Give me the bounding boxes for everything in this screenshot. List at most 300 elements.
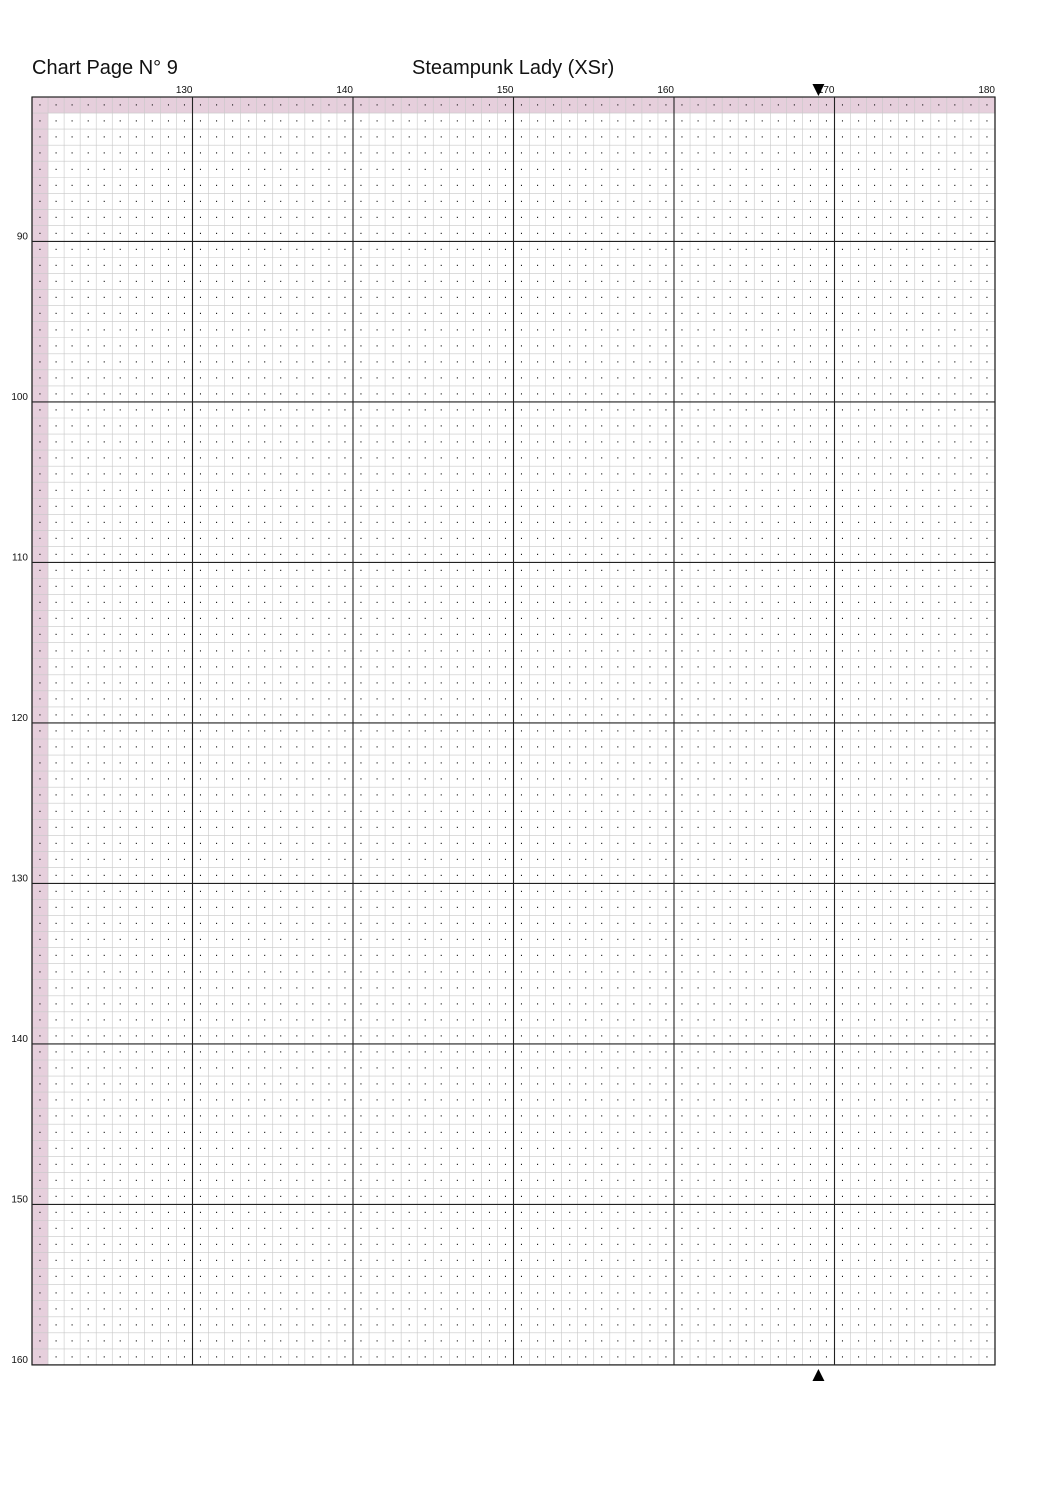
- stitch-symbol: ·: [921, 341, 924, 352]
- stitch-symbol: ·: [456, 887, 459, 898]
- stitch-symbol: ·: [424, 999, 427, 1010]
- stitch-symbol: ·: [295, 422, 298, 433]
- stitch-symbol: ·: [135, 309, 138, 320]
- stitch-symbol: ·: [359, 903, 362, 914]
- stitch-symbol: ·: [263, 197, 266, 208]
- stitch-symbol: ·: [87, 935, 90, 946]
- stitch-symbol: ·: [664, 566, 667, 577]
- stitch-symbol: ·: [135, 101, 138, 112]
- stitch-symbol: ·: [199, 710, 202, 721]
- stitch-symbol: ·: [488, 935, 491, 946]
- stitch-symbol: ·: [167, 486, 170, 497]
- stitch-symbol: ·: [985, 823, 988, 834]
- stitch-symbol: ·: [247, 1304, 250, 1315]
- stitch-symbol: ·: [375, 245, 378, 256]
- stitch-symbol: ·: [263, 1031, 266, 1042]
- stitch-symbol: ·: [375, 1048, 378, 1059]
- stitch-symbol: ·: [408, 550, 411, 561]
- stitch-symbol: ·: [231, 1240, 234, 1251]
- stitch-symbol: ·: [183, 245, 186, 256]
- stitch-symbol: ·: [552, 1256, 555, 1267]
- stitch-symbol: ·: [985, 1192, 988, 1203]
- stitch-symbol: ·: [616, 1272, 619, 1283]
- stitch-symbol: ·: [408, 1160, 411, 1171]
- stitch-symbol: ·: [841, 598, 844, 609]
- stitch-symbol: ·: [616, 598, 619, 609]
- stitch-symbol: ·: [777, 181, 780, 192]
- stitch-symbol: ·: [247, 598, 250, 609]
- stitch-symbol: ·: [87, 1320, 90, 1331]
- stitch-symbol: ·: [616, 341, 619, 352]
- stitch-symbol: ·: [584, 1048, 587, 1059]
- stitch-symbol: ·: [969, 373, 972, 384]
- stitch-symbol: ·: [985, 1288, 988, 1299]
- stitch-symbol: ·: [536, 823, 539, 834]
- stitch-symbol: ·: [199, 1256, 202, 1267]
- stitch-symbol: ·: [536, 406, 539, 417]
- stitch-symbol: ·: [969, 646, 972, 657]
- stitch-symbol: ·: [119, 165, 122, 176]
- stitch-symbol: ·: [472, 999, 475, 1010]
- stitch-symbol: ·: [985, 309, 988, 320]
- stitch-symbol: ·: [295, 406, 298, 417]
- stitch-symbol: ·: [151, 743, 154, 754]
- stitch-symbol: ·: [54, 470, 57, 481]
- stitch-symbol: ·: [889, 438, 892, 449]
- stitch-symbol: ·: [167, 197, 170, 208]
- stitch-symbol: ·: [456, 309, 459, 320]
- stitch-symbol: ·: [392, 1208, 395, 1219]
- stitch-symbol: ·: [424, 357, 427, 368]
- stitch-symbol: ·: [761, 245, 764, 256]
- stitch-symbol: ·: [215, 951, 218, 962]
- stitch-symbol: ·: [873, 438, 876, 449]
- stitch-symbol: ·: [231, 261, 234, 272]
- stitch-symbol: ·: [135, 1064, 138, 1075]
- stitch-symbol: ·: [985, 935, 988, 946]
- row-label-100: 100: [11, 392, 28, 403]
- stitch-symbol: ·: [263, 775, 266, 786]
- stitch-symbol: ·: [247, 1352, 250, 1363]
- stitch-symbol: ·: [632, 839, 635, 850]
- stitch-symbol: ·: [777, 438, 780, 449]
- stitch-symbol: ·: [921, 630, 924, 641]
- stitch-symbol: ·: [841, 1192, 844, 1203]
- stitch-symbol: ·: [392, 1336, 395, 1347]
- stitch-symbol: ·: [440, 486, 443, 497]
- stitch-symbol: ·: [889, 630, 892, 641]
- stitch-symbol: ·: [375, 1320, 378, 1331]
- stitch-symbol: ·: [279, 550, 282, 561]
- stitch-symbol: ·: [568, 1240, 571, 1251]
- stitch-symbol: ·: [825, 213, 828, 224]
- stitch-symbol: ·: [969, 823, 972, 834]
- stitch-symbol: ·: [359, 438, 362, 449]
- stitch-symbol: ·: [745, 1128, 748, 1139]
- stitch-symbol: ·: [392, 662, 395, 673]
- stitch-symbol: ·: [745, 357, 748, 368]
- stitch-symbol: ·: [424, 1304, 427, 1315]
- stitch-symbol: ·: [536, 807, 539, 818]
- stitch-symbol: ·: [392, 1015, 395, 1026]
- stitch-symbol: ·: [632, 534, 635, 545]
- stitch-symbol: ·: [199, 438, 202, 449]
- stitch-symbol: ·: [745, 245, 748, 256]
- stitch-symbol: ·: [809, 1176, 812, 1187]
- stitch-symbol: ·: [953, 1031, 956, 1042]
- stitch-symbol: ·: [263, 791, 266, 802]
- stitch-symbol: ·: [600, 309, 603, 320]
- stitch-symbol: ·: [424, 919, 427, 930]
- stitch-symbol: ·: [777, 534, 780, 545]
- stitch-symbol: ·: [696, 454, 699, 465]
- stitch-symbol: ·: [552, 1288, 555, 1299]
- stitch-symbol: ·: [408, 919, 411, 930]
- stitch-symbol: ·: [151, 855, 154, 866]
- stitch-symbol: ·: [921, 823, 924, 834]
- stitch-symbol: ·: [729, 823, 732, 834]
- stitch-symbol: ·: [71, 373, 74, 384]
- stitch-symbol: ·: [87, 983, 90, 994]
- stitch-symbol: ·: [167, 261, 170, 272]
- stitch-symbol: ·: [456, 149, 459, 160]
- stitch-symbol: ·: [199, 566, 202, 577]
- stitch-symbol: ·: [664, 341, 667, 352]
- stitch-symbol: ·: [825, 1144, 828, 1155]
- stitch-symbol: ·: [183, 566, 186, 577]
- stitch-symbol: ·: [809, 534, 812, 545]
- stitch-symbol: ·: [889, 117, 892, 128]
- stitch-symbol: ·: [375, 791, 378, 802]
- stitch-symbol: ·: [199, 197, 202, 208]
- stitch-symbol: ·: [745, 743, 748, 754]
- stitch-symbol: ·: [857, 1176, 860, 1187]
- stitch-symbol: ·: [359, 1112, 362, 1123]
- stitch-symbol: ·: [809, 550, 812, 561]
- stitch-symbol: ·: [472, 1336, 475, 1347]
- stitch-symbol: ·: [696, 598, 699, 609]
- stitch-symbol: ·: [408, 341, 411, 352]
- stitch-symbol: ·: [504, 149, 507, 160]
- stitch-symbol: ·: [231, 1144, 234, 1155]
- stitch-symbol: ·: [119, 598, 122, 609]
- stitch-symbol: ·: [777, 261, 780, 272]
- stitch-symbol: ·: [327, 1015, 330, 1026]
- stitch-symbol: ·: [985, 1208, 988, 1219]
- stitch-symbol: ·: [135, 470, 138, 481]
- stitch-symbol: ·: [713, 309, 716, 320]
- stitch-symbol: ·: [873, 630, 876, 641]
- stitch-symbol: ·: [151, 967, 154, 978]
- stitch-symbol: ·: [969, 325, 972, 336]
- stitch-symbol: ·: [616, 1015, 619, 1026]
- stitch-symbol: ·: [135, 919, 138, 930]
- stitch-symbol: ·: [937, 341, 940, 352]
- stitch-symbol: ·: [729, 406, 732, 417]
- stitch-symbol: ·: [359, 678, 362, 689]
- stitch-symbol: ·: [343, 630, 346, 641]
- stitch-symbol: ·: [119, 1304, 122, 1315]
- stitch-symbol: ·: [87, 389, 90, 400]
- stitch-symbol: ·: [921, 1320, 924, 1331]
- stitch-symbol: ·: [38, 1288, 41, 1299]
- stitch-symbol: ·: [151, 935, 154, 946]
- stitch-symbol: ·: [263, 1112, 266, 1123]
- stitch-symbol: ·: [969, 694, 972, 705]
- stitch-symbol: ·: [183, 743, 186, 754]
- stitch-symbol: ·: [664, 470, 667, 481]
- stitch-symbol: ·: [761, 1096, 764, 1107]
- stitch-symbol: ·: [761, 967, 764, 978]
- stitch-symbol: ·: [488, 293, 491, 304]
- stitch-symbol: ·: [456, 1208, 459, 1219]
- stitch-symbol: ·: [151, 149, 154, 160]
- stitch-symbol: ·: [680, 967, 683, 978]
- stitch-symbol: ·: [392, 229, 395, 240]
- stitch-symbol: ·: [600, 261, 603, 272]
- stitch-symbol: ·: [295, 1112, 298, 1123]
- stitch-symbol: ·: [71, 1128, 74, 1139]
- stitch-symbol: ·: [375, 662, 378, 673]
- stitch-symbol: ·: [873, 1160, 876, 1171]
- stitch-symbol: ·: [38, 1192, 41, 1203]
- stitch-symbol: ·: [680, 101, 683, 112]
- stitch-symbol: ·: [713, 646, 716, 657]
- stitch-symbol: ·: [135, 550, 138, 561]
- stitch-symbol: ·: [729, 967, 732, 978]
- stitch-symbol: ·: [71, 518, 74, 529]
- stitch-symbol: ·: [600, 598, 603, 609]
- stitch-symbol: ·: [295, 759, 298, 770]
- stitch-symbol: ·: [648, 277, 651, 288]
- stitch-symbol: ·: [87, 1144, 90, 1155]
- stitch-symbol: ·: [664, 245, 667, 256]
- stitch-symbol: ·: [905, 373, 908, 384]
- stitch-symbol: ·: [809, 1304, 812, 1315]
- stitch-symbol: ·: [38, 727, 41, 738]
- stitch-symbol: ·: [937, 1240, 940, 1251]
- stitch-symbol: ·: [504, 406, 507, 417]
- stitch-symbol: ·: [311, 1320, 314, 1331]
- stitch-symbol: ·: [199, 614, 202, 625]
- stitch-symbol: ·: [793, 181, 796, 192]
- stitch-symbol: ·: [472, 1352, 475, 1363]
- stitch-symbol: ·: [263, 1176, 266, 1187]
- stitch-symbol: ·: [199, 951, 202, 962]
- stitch-symbol: ·: [488, 951, 491, 962]
- stitch-symbol: ·: [504, 775, 507, 786]
- stitch-symbol: ·: [71, 951, 74, 962]
- stitch-symbol: ·: [424, 566, 427, 577]
- stitch-symbol: ·: [119, 1015, 122, 1026]
- stitch-symbol: ·: [953, 149, 956, 160]
- stitch-symbol: ·: [825, 743, 828, 754]
- stitch-symbol: ·: [151, 534, 154, 545]
- stitch-symbol: ·: [953, 389, 956, 400]
- stitch-symbol: ·: [504, 999, 507, 1010]
- stitch-symbol: ·: [263, 406, 266, 417]
- stitch-symbol: ·: [359, 1160, 362, 1171]
- stitch-symbol: ·: [552, 309, 555, 320]
- stitch-symbol: ·: [536, 1128, 539, 1139]
- stitch-symbol: ·: [87, 1015, 90, 1026]
- stitch-symbol: ·: [729, 1208, 732, 1219]
- stitch-symbol: ·: [424, 887, 427, 898]
- stitch-symbol: ·: [809, 1096, 812, 1107]
- stitch-symbol: ·: [54, 1064, 57, 1075]
- stitch-symbol: ·: [761, 454, 764, 465]
- stitch-symbol: ·: [327, 967, 330, 978]
- stitch-symbol: ·: [937, 117, 940, 128]
- stitch-symbol: ·: [536, 759, 539, 770]
- stitch-symbol: ·: [408, 694, 411, 705]
- stitch-symbol: ·: [937, 743, 940, 754]
- stitch-symbol: ·: [857, 694, 860, 705]
- stitch-symbol: ·: [343, 277, 346, 288]
- stitch-symbol: ·: [375, 1080, 378, 1091]
- stitch-symbol: ·: [809, 999, 812, 1010]
- stitch-symbol: ·: [279, 759, 282, 770]
- stitch-symbol: ·: [520, 1096, 523, 1107]
- stitch-symbol: ·: [648, 743, 651, 754]
- stitch-symbol: ·: [440, 406, 443, 417]
- stitch-symbol: ·: [841, 1080, 844, 1091]
- stitch-symbol: ·: [632, 582, 635, 593]
- stitch-symbol: ·: [761, 149, 764, 160]
- stitch-symbol: ·: [71, 422, 74, 433]
- stitch-symbol: ·: [327, 1096, 330, 1107]
- stitch-symbol: ·: [327, 261, 330, 272]
- stitch-symbol: ·: [584, 1080, 587, 1091]
- stitch-symbol: ·: [263, 678, 266, 689]
- stitch-symbol: ·: [424, 951, 427, 962]
- stitch-symbol: ·: [584, 357, 587, 368]
- stitch-symbol: ·: [54, 791, 57, 802]
- stitch-symbol: ·: [825, 614, 828, 625]
- stitch-symbol: ·: [584, 1320, 587, 1331]
- stitch-symbol: ·: [38, 325, 41, 336]
- stitch-symbol: ·: [696, 1064, 699, 1075]
- stitch-symbol: ·: [841, 1096, 844, 1107]
- stitch-symbol: ·: [103, 277, 106, 288]
- stitch-symbol: ·: [600, 839, 603, 850]
- stitch-symbol: ·: [696, 1192, 699, 1203]
- stitch-symbol: ·: [87, 1192, 90, 1203]
- stitch-symbol: ·: [632, 1304, 635, 1315]
- stitch-symbol: ·: [713, 389, 716, 400]
- stitch-symbol: ·: [552, 261, 555, 272]
- stitch-symbol: ·: [616, 1288, 619, 1299]
- stitch-symbol: ·: [472, 309, 475, 320]
- stitch-symbol: ·: [937, 181, 940, 192]
- stitch-symbol: ·: [568, 743, 571, 754]
- stitch-symbol: ·: [215, 646, 218, 657]
- stitch-symbol: ·: [552, 710, 555, 721]
- stitch-symbol: ·: [279, 1144, 282, 1155]
- stitch-symbol: ·: [696, 1144, 699, 1155]
- stitch-symbol: ·: [905, 1304, 908, 1315]
- stitch-symbol: ·: [632, 1128, 635, 1139]
- stitch-symbol: ·: [231, 967, 234, 978]
- stitch-symbol: ·: [873, 1080, 876, 1091]
- stitch-symbol: ·: [632, 518, 635, 529]
- stitch-symbol: ·: [424, 727, 427, 738]
- stitch-symbol: ·: [969, 1048, 972, 1059]
- stitch-symbol: ·: [392, 743, 395, 754]
- stitch-symbol: ·: [937, 662, 940, 673]
- stitch-symbol: ·: [71, 357, 74, 368]
- stitch-symbol: ·: [552, 101, 555, 112]
- stitch-symbol: ·: [937, 213, 940, 224]
- stitch-symbol: ·: [953, 1336, 956, 1347]
- stitch-symbol: ·: [921, 903, 924, 914]
- stitch-symbol: ·: [616, 999, 619, 1010]
- stitch-symbol: ·: [809, 710, 812, 721]
- stitch-symbol: ·: [793, 422, 796, 433]
- stitch-symbol: ·: [793, 1176, 796, 1187]
- stitch-symbol: ·: [38, 1272, 41, 1283]
- stitch-symbol: ·: [119, 373, 122, 384]
- stitch-symbol: ·: [54, 1096, 57, 1107]
- stitch-symbol: ·: [279, 983, 282, 994]
- stitch-symbol: ·: [199, 117, 202, 128]
- stitch-symbol: ·: [536, 727, 539, 738]
- stitch-symbol: ·: [584, 710, 587, 721]
- stitch-symbol: ·: [745, 1352, 748, 1363]
- stitch-symbol: ·: [151, 486, 154, 497]
- stitch-symbol: ·: [71, 1240, 74, 1251]
- stitch-symbol: ·: [215, 1128, 218, 1139]
- stitch-symbol: ·: [151, 887, 154, 898]
- stitch-symbol: ·: [616, 566, 619, 577]
- stitch-symbol: ·: [247, 1144, 250, 1155]
- stitch-symbol: ·: [263, 1080, 266, 1091]
- stitch-symbol: ·: [729, 839, 732, 850]
- stitch-symbol: ·: [680, 470, 683, 481]
- stitch-symbol: ·: [568, 1256, 571, 1267]
- stitch-symbol: ·: [199, 759, 202, 770]
- stitch-symbol: ·: [119, 839, 122, 850]
- stitch-symbol: ·: [456, 807, 459, 818]
- stitch-symbol: ·: [969, 181, 972, 192]
- stitch-symbol: ·: [857, 1112, 860, 1123]
- stitch-symbol: ·: [680, 277, 683, 288]
- stitch-symbol: ·: [440, 518, 443, 529]
- column-label-170: 170: [818, 85, 835, 96]
- stitch-symbol: ·: [279, 951, 282, 962]
- stitch-symbol: ·: [857, 1031, 860, 1042]
- stitch-symbol: ·: [440, 1048, 443, 1059]
- stitch-symbol: ·: [713, 967, 716, 978]
- stitch-symbol: ·: [985, 727, 988, 738]
- stitch-symbol: ·: [696, 1112, 699, 1123]
- stitch-symbol: ·: [183, 389, 186, 400]
- stitch-symbol: ·: [295, 1224, 298, 1235]
- stitch-symbol: ·: [889, 454, 892, 465]
- stitch-symbol: ·: [167, 1160, 170, 1171]
- stitch-symbol: ·: [857, 518, 860, 529]
- stitch-symbol: ·: [552, 181, 555, 192]
- stitch-symbol: ·: [71, 646, 74, 657]
- stitch-symbol: ·: [696, 1320, 699, 1331]
- stitch-symbol: ·: [38, 406, 41, 417]
- stitch-symbol: ·: [664, 807, 667, 818]
- stitch-symbol: ·: [568, 149, 571, 160]
- stitch-symbol: ·: [151, 1031, 154, 1042]
- stitch-symbol: ·: [71, 983, 74, 994]
- stitch-symbol: ·: [504, 261, 507, 272]
- stitch-symbol: ·: [729, 502, 732, 513]
